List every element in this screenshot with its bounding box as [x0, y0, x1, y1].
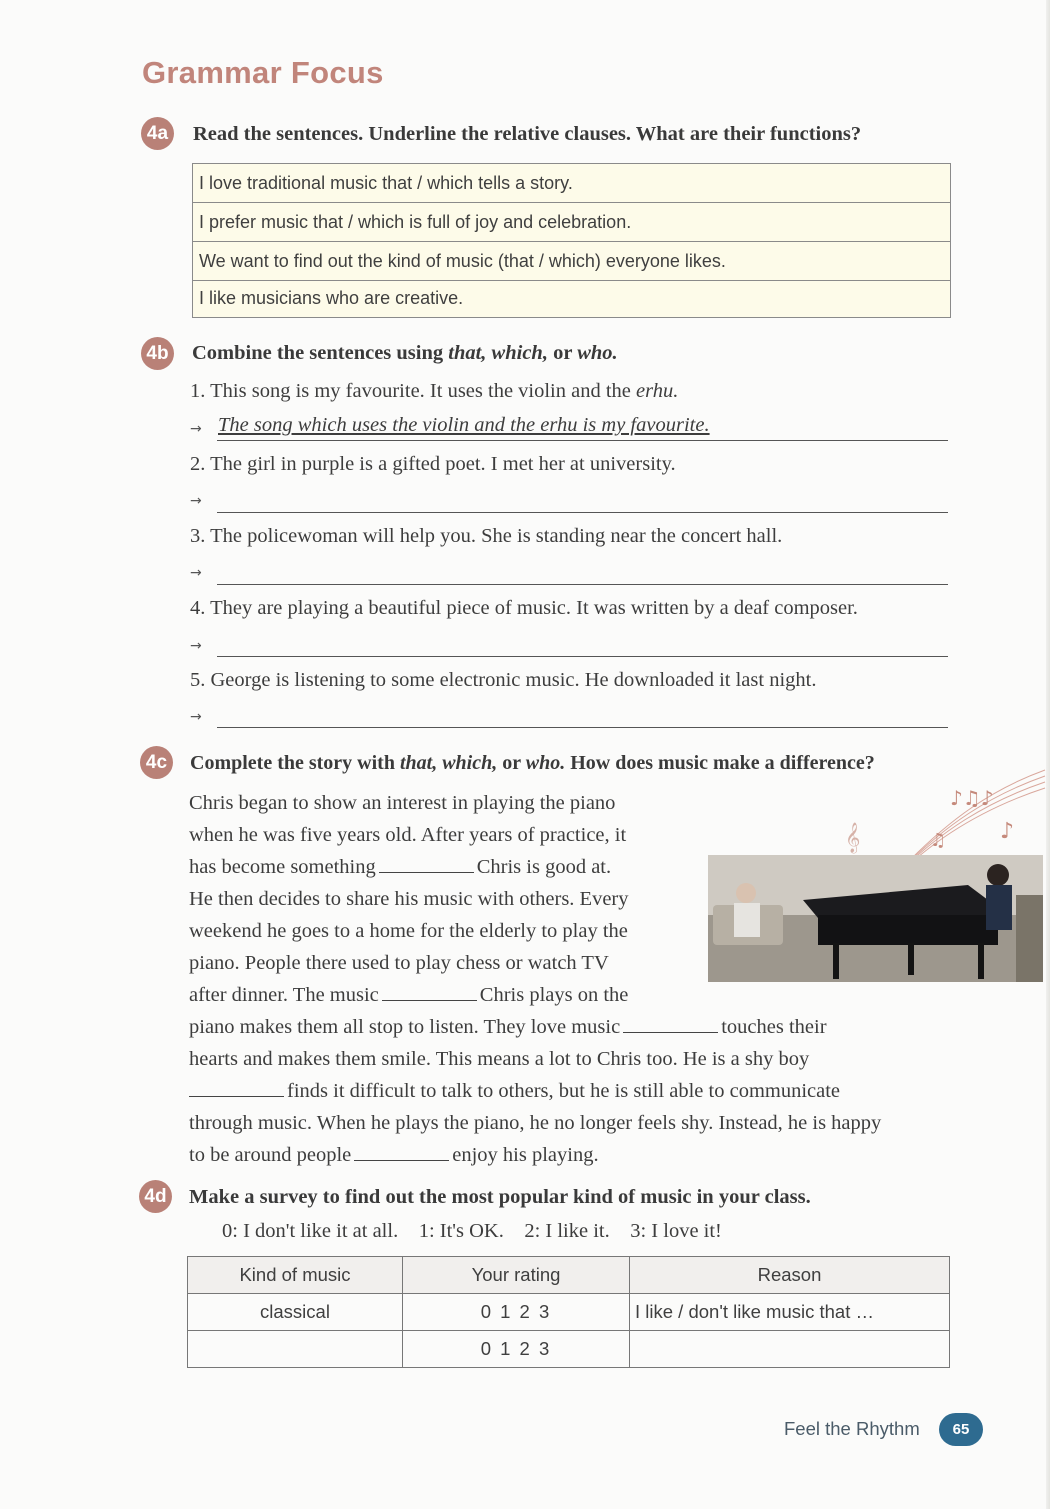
badge-4a: 4a — [141, 117, 174, 150]
table-cell[interactable]: 0 1 2 3 — [403, 1294, 630, 1331]
sentence-row: I prefer music that / which is full of joy and celebration. — [193, 203, 950, 242]
example-answer: The song which uses the violin and the erhu is my favourite. — [218, 414, 710, 436]
svg-text:♪: ♪ — [1000, 819, 1015, 844]
answer-line-2[interactable] — [217, 512, 948, 513]
answer-line-1 — [217, 440, 948, 441]
instruction-4a: Read the sentences. Underline the relative clauses. What are their functions? — [193, 123, 862, 145]
svg-text:♪♫♪: ♪♫♪ — [950, 786, 994, 810]
instruction-4d: Make a survey to find out the most popular kind of music in your class. — [189, 1186, 811, 1208]
story-line: Chris began to show an interest in playing the piano — [189, 792, 616, 814]
story-line: has become something Chris is good at. — [189, 856, 612, 878]
column-header: Kind of music — [188, 1257, 403, 1294]
table-cell[interactable]: I like / don't like music that … — [630, 1294, 950, 1331]
question-4: 4. They are playing a beautiful piece of music. It was written by a deaf composer. — [190, 597, 858, 619]
answer-line-4[interactable] — [217, 656, 948, 657]
blank-5[interactable] — [354, 1159, 449, 1161]
story-line: hearts and makes them smile. This means a lot to Chris too. He is a shy boy — [189, 1048, 810, 1070]
unit-title: Feel the Rhythm — [784, 1418, 920, 1439]
arrow-icon: → — [190, 493, 202, 509]
sentence-row: We want to find out the kind of music (that / which) everyone likes. — [193, 242, 950, 281]
arrow-icon: → — [190, 565, 202, 581]
question-1: 1. This song is my favourite. It uses the violin and the erhu. — [190, 380, 679, 402]
piano-photo — [708, 855, 1043, 982]
page-title: Grammar Focus — [142, 55, 384, 90]
table-row — [188, 1294, 950, 1331]
svg-text:♫: ♫ — [930, 830, 947, 851]
story-line: to be around people enjoy his playing. — [189, 1144, 599, 1166]
blank-3[interactable] — [623, 1031, 718, 1033]
sentence-row: I love traditional music that / which tells a story. — [193, 164, 950, 203]
sentence-box — [192, 163, 951, 318]
table-header-row — [188, 1257, 950, 1294]
question-3: 3. The policewoman will help you. She is standing near the concert hall. — [190, 525, 783, 547]
page-number: 65 — [939, 1413, 983, 1446]
instruction-4c: Complete the story with that, which, or who. How does music make a difference? — [190, 752, 875, 774]
story-line: when he was five years old. After years of practice, it — [189, 824, 627, 846]
instruction-4b: Combine the sentences using that, which, or who. — [192, 342, 618, 364]
arrow-icon: → — [190, 709, 202, 725]
answer-line-3[interactable] — [217, 584, 948, 585]
blank-4[interactable] — [189, 1095, 284, 1097]
column-header: Reason — [630, 1257, 950, 1294]
badge-4d: 4d — [139, 1180, 172, 1213]
table-cell[interactable] — [630, 1331, 950, 1368]
story-line: after dinner. The music Chris plays on the — [189, 984, 629, 1006]
svg-text:𝄞: 𝄞 — [845, 823, 861, 853]
question-5: 5. George is listening to some electronic music. He downloaded it last night. — [190, 669, 817, 691]
sentence-row: I like musicians who are creative. — [199, 288, 464, 308]
question-2: 2. The girl in purple is a gifted poet. I met her at university. — [190, 453, 676, 475]
arrow-icon: → — [190, 421, 202, 437]
answer-line-5[interactable] — [217, 727, 948, 728]
story-line: finds it difficult to talk to others, but he is still able to communicate — [189, 1080, 840, 1103]
table-cell[interactable] — [188, 1331, 403, 1368]
survey-table — [187, 1256, 950, 1368]
column-header: Your rating — [403, 1257, 630, 1294]
story-line: He then decides to share his music with others. Every — [189, 888, 629, 910]
story-line: piano. People there used to play chess or watch TV — [189, 952, 609, 974]
table-cell: classical — [188, 1294, 403, 1331]
badge-4b: 4b — [141, 337, 174, 370]
rating-scale: 0: I don't like it at all. 1: It's OK. 2: I like it. 3: I love it! — [222, 1220, 722, 1242]
blank-2[interactable] — [382, 999, 477, 1001]
table-cell[interactable]: 0 1 2 3 — [403, 1331, 630, 1368]
blank-1[interactable] — [379, 871, 474, 873]
story-line: weekend he goes to a home for the elderly to play the — [189, 920, 628, 942]
table-row — [188, 1331, 950, 1368]
story-line: piano makes them all stop to listen. They love music touches their — [189, 1016, 827, 1038]
story-line: through music. When he plays the piano, he no longer feels shy. Instead, he is happy — [189, 1112, 882, 1134]
badge-4c: 4c — [140, 746, 173, 779]
arrow-icon: → — [190, 638, 202, 654]
